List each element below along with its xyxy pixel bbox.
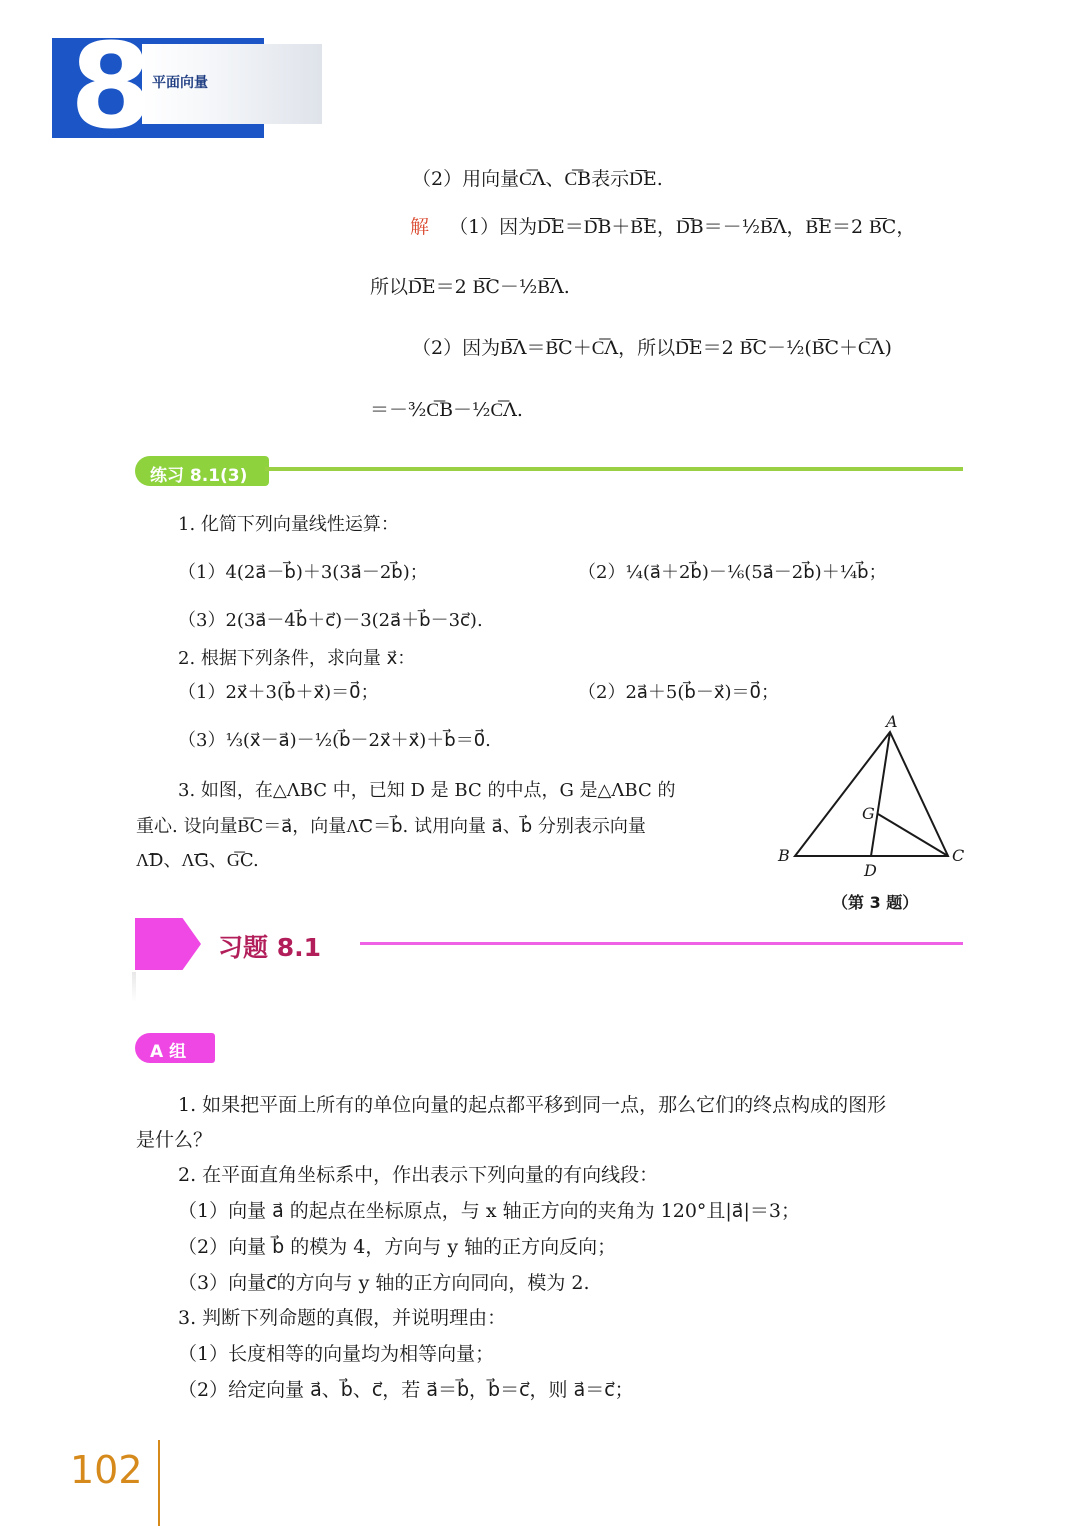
solution-part1 <box>410 212 915 239</box>
practice-q2-2: （2）2a⃗＋5(b⃗－x⃗)＝0⃗； <box>578 682 779 703</box>
solution-part1-text: （1）因为D͞E＝D͞B＋B͞E，D͞B＝－½B͞Λ，B͞E＝2 B͞C， <box>449 216 916 238</box>
exercise-q3: 3. 判断下列命题的真假，并说明理由： <box>178 1307 507 1329</box>
label-b: B <box>778 846 790 865</box>
exercise-q2: 2. 在平面直角坐标系中，作出表示下列向量的有向线段： <box>178 1164 659 1186</box>
practice-divider <box>265 467 963 471</box>
exercise-q2-2: （2）向量 b⃗ 的模为 4，方向与 y 轴的正方向反向； <box>178 1236 617 1258</box>
exercise-q1-line2: 是什么？ <box>136 1129 213 1151</box>
exercise-banner-arrow <box>135 918 201 970</box>
practice-q3-line1: 3. 如图，在△ΛBC 中，已知 D 是 BC 的中点，G 是△ΛBC 的 <box>178 780 676 801</box>
label-g: G <box>862 804 875 823</box>
exercise-divider <box>360 942 963 945</box>
solution-part2-conclusion: ＝－³⁄₂C͞B－½C͞Λ. <box>370 399 523 421</box>
practice-label: 练习 8.1(3) <box>150 466 248 486</box>
chapter-number: 8 <box>70 17 153 155</box>
practice-q1-2: （2）¼(a⃗＋2b⃗)－⅙(5a⃗－2b⃗)＋¼b⃗； <box>578 562 887 583</box>
practice-q2: 2. 根据下列条件，求向量 x⃗： <box>178 648 416 669</box>
exercise-title: 习题 8.1 <box>218 933 321 962</box>
example-part2: （2）用向量C͞Λ、C͞B表示D͞E. <box>412 168 663 190</box>
exercise-q1-line1: 1. 如果把平面上所有的单位向量的起点都平移到同一点，那么它们的终点构成的图形 <box>178 1094 887 1116</box>
group-a-label: A 组 <box>150 1042 187 1062</box>
label-a: A <box>886 712 898 731</box>
exercise-q2-3: （3）向量c⃗的方向与 y 轴的正方向同向，模为 2. <box>178 1272 590 1294</box>
triangle-figure <box>770 710 980 885</box>
practice-q2-1: （1）2x⃗＋3(b⃗＋x⃗)＝0⃗； <box>178 682 379 703</box>
page-number: 102 <box>70 1448 143 1492</box>
chapter-title: 平面向量 <box>152 75 208 91</box>
exercise-q3-2: （2）给定向量 a⃗、b⃗、c⃗，若 a⃗＝b⃗，b⃗＝c⃗，则 a⃗＝c⃗； <box>178 1379 634 1401</box>
practice-q3-line2: 重心. 设向量B͞C＝a⃗，向量Λ͞C＝b⃗. 试用向量 a⃗、b⃗ 分别表示向量 <box>136 816 646 837</box>
practice-q3-line3: Λ͞D、Λ͞G、G͞C. <box>136 850 259 871</box>
exercise-q2-1: （1）向量 a⃗ 的起点在坐标原点，与 x 轴正方向的夹角为 120°且|a⃗|＝3； <box>178 1200 800 1222</box>
label-d: D <box>864 861 877 880</box>
solution-label: 解 <box>410 216 430 238</box>
practice-q2-3: （3）⅓(x⃗－a⃗)－½(b⃗－2x⃗＋x⃗)＋b⃗＝0⃗. <box>178 730 491 751</box>
practice-q1: 1. 化简下列向量线性运算： <box>178 514 399 535</box>
solution-part2: （2）因为B͞Λ＝B͞C＋C͞Λ，所以D͞E＝2 B͞C－½(B͞C＋C͞Λ) <box>412 337 892 359</box>
practice-q1-3: （3）2(3a⃗－4b⃗＋c⃗)－3(2a⃗＋b⃗－3c⃗). <box>178 610 483 631</box>
label-c: C <box>952 846 965 865</box>
practice-q1-1: （1）4(2a⃗－b⃗)＋3(3a⃗－2b⃗)； <box>178 562 428 583</box>
figure-caption: （第 3 题） <box>832 893 919 912</box>
exercise-banner-shadow <box>132 972 136 1002</box>
solution-part1-conclusion: 所以D͞E＝2 B͞C－½B͞Λ. <box>370 276 570 298</box>
exercise-q3-1: （1）长度相等的向量均为相等向量； <box>178 1343 495 1365</box>
page-number-divider <box>158 1440 160 1526</box>
median-ad <box>871 732 890 856</box>
triangle-abc <box>795 732 948 856</box>
